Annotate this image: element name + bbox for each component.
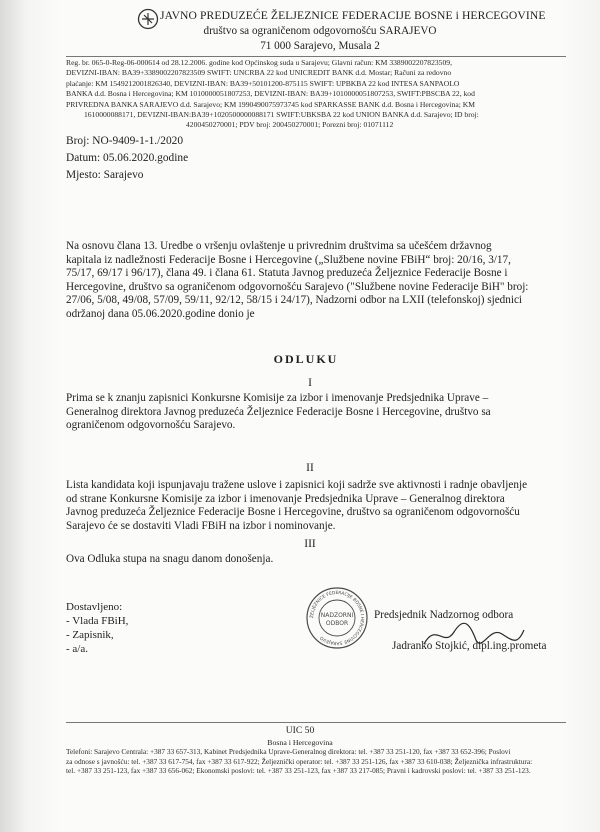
registration-line: plaćanje: KM 1549212001826340, DEVIZNI-IBAN: BA39+50101200-875115 SWIFT: UPBKBA 22 kod INTESA SANPAOLO <box>66 78 460 88</box>
intro-line: održanoj dana 05.06.2020.godine donio je <box>66 307 255 320</box>
intro-line: Hercegovine, društvo sa ograničenom odgovornošću Sarajevo ("Službene novine Federacije BiH" broj: <box>66 280 529 293</box>
stamp-text-1: NADZORNI <box>320 612 354 619</box>
document-number: Broj: NO-9409-1-1./2020 <box>66 135 184 147</box>
company-title: JAVNO PREDUZEĆE ŽELJEZNICE FEDERACIJE BOSNE i HERCEGOVINE <box>160 9 546 22</box>
section-1-numeral: I <box>308 377 312 389</box>
section-1-line: Prima se k znanju zapisnici Konkursne Komisije za izbor i imenovanje Predsjednika Uprave – <box>66 392 489 404</box>
delivery-item: - Vlada FBiH, <box>66 615 129 627</box>
section-1-line: ograničenom odgovornošću Sarajevo. <box>66 419 236 432</box>
decision-heading: ODLUKU <box>273 352 339 366</box>
signatory-name: Jadranko Stojkić, dipl.ing.prometa <box>392 640 547 652</box>
intro-line: Na osnovu člana 13. Uredbe o vršenju ovlaštenje u privrednim društvima sa učešćem državnog <box>66 240 492 252</box>
intro-line: 75/17, 69/17 i 96/17), člana 49. i člana 61. Statuta Javnog preduzeća Željeznice Federacije Bosne i <box>66 267 508 280</box>
section-3-text: Ova Odluka stupa na snagu danom donošenja. <box>66 553 274 565</box>
section-2-line: Lista kandidata koji ispunjavaju tražene uslove i zapisnici koji sadrže sve aktivnosti i radnje obavljenje <box>66 479 528 491</box>
section-1-line: Generalnog direktora Javnog preduzeća Željeznice Federacije Bosne i Hercegovine, društvo sa <box>66 405 491 418</box>
footer-line: tel. +387 33 251-123, fax +387 33 656-062; Ekonomski poslovi: tel. +387 33 251-123, fax +387 33 217-085; Pravni i kadrovski poslovi: tel. +387 33 251-123. <box>66 766 531 776</box>
official-stamp <box>305 586 369 650</box>
footer-contacts <box>66 747 586 776</box>
footer-divider <box>66 722 566 723</box>
registration-line: 4200450270001; PDV broj: 200450270001; Porezni broj: 01071112 <box>186 120 394 130</box>
section-2-text <box>66 479 566 533</box>
company-subtitle: društvo sa ograničenom odgovornošću SARAJEVO <box>203 25 437 37</box>
registration-block <box>66 58 566 131</box>
section-3-numeral: III <box>304 538 316 550</box>
section-1-text <box>66 392 566 433</box>
delivery-item: - a/a. <box>66 643 88 655</box>
registration-line: BANKA d.d. Bosna i Hercegovina; KM 1010000051807253, DEVIZNI-IBAN: BA39+1010000051807253, SWIFT:PBSCBA 22, kod <box>66 89 475 99</box>
intro-paragraph <box>66 240 566 322</box>
stamp-ring-text: ŽELJEZNICE FEDERACIJE BOSNE I HERCEGOVINE SARAJEVO <box>309 590 365 646</box>
delivery-item: - Zapisnik, <box>66 629 114 641</box>
section-2-line: Sarajevo će se dostaviti Vladi FBiH na izbor i nominovanje. <box>66 519 336 532</box>
section-2-line: Javnog preduzeća Željeznice Federacije Bosne i Hercegovine, društvo sa ograničenom odgovornošću <box>66 506 520 519</box>
registration-line: Reg. br. 065-0-Reg-06-000614 od 28.12.2006. godine kod Općinskog suda u Sarajevu; Glavni račun: KM 3389002207823509, <box>66 58 452 67</box>
footer-line: za odnose s javnošću: tel. +387 33 617-754, fax +387 33 617-922; Željeznički operator: tel. +387 33 251-126, fax +387 33 610-038; Željeznička infrastruktura: <box>66 756 533 766</box>
intro-line: kapitala iz nadležnosti Federacije Bosne i Hercegovine („Službene novine FBiH“ broj: 20/16, 3/17, <box>66 253 511 266</box>
registration-line: PRIVREDNA BANKA SARAJEVO d.d. Sarajevo; KM 1990490075973745 kod SPARKASSE BANK d.d. Bosna i Hercegovina; KM <box>66 99 475 109</box>
delivery-block <box>66 600 128 656</box>
intro-line: 27/06, 5/08, 49/08, 57/09, 59/11, 92/12, 58/15 i 24/17), Nadzorni odbor na LXII (telefonskoj) sjednici <box>66 294 523 307</box>
delivery-label: Dostavljeno: <box>66 601 123 613</box>
document-place: Mjesto: Sarajevo <box>66 169 144 181</box>
registration-line: 1610000088171, DEVIZNI-IBAN:BA39+1020500000088171 SWIFT:UBKSBA 22 kod UNION BANKA d.d. Sarajevo; ID broj: <box>84 110 479 120</box>
registration-line: DEVIZNI-IBAN: BA39+3389002207823509 SWIFT: UNCRBA 22 kod UNICREDIT BANK d.d. Mostar; Računi za redovno <box>66 68 452 78</box>
section-2-numeral: II <box>306 462 314 474</box>
footer-location: Bosna i Hercegovina <box>267 738 333 747</box>
header-divider <box>66 56 566 57</box>
document-date: Datum: 05.06.2020.godine <box>66 152 189 164</box>
company-address: 71 000 Sarajevo, Musala 2 <box>260 40 380 52</box>
signature-title: Predsjednik Nadzornog odbora <box>374 609 514 621</box>
section-2-line: od strane Konkursne Komisije za izbor i imenovanje Predsjednika Uprave – Generalnog direktora <box>66 492 505 505</box>
footer-code: UIC 50 <box>285 725 315 736</box>
stamp-text-2: ODBOR <box>325 620 349 627</box>
footer-line: Telefoni: Sarajevo Centrala: +387 33 657-313, Kabinet Predsjednika Uprave-Generalnog direktora: tel. +387 33 251-120, fax +387 33 652-396; Poslovi <box>66 747 511 756</box>
